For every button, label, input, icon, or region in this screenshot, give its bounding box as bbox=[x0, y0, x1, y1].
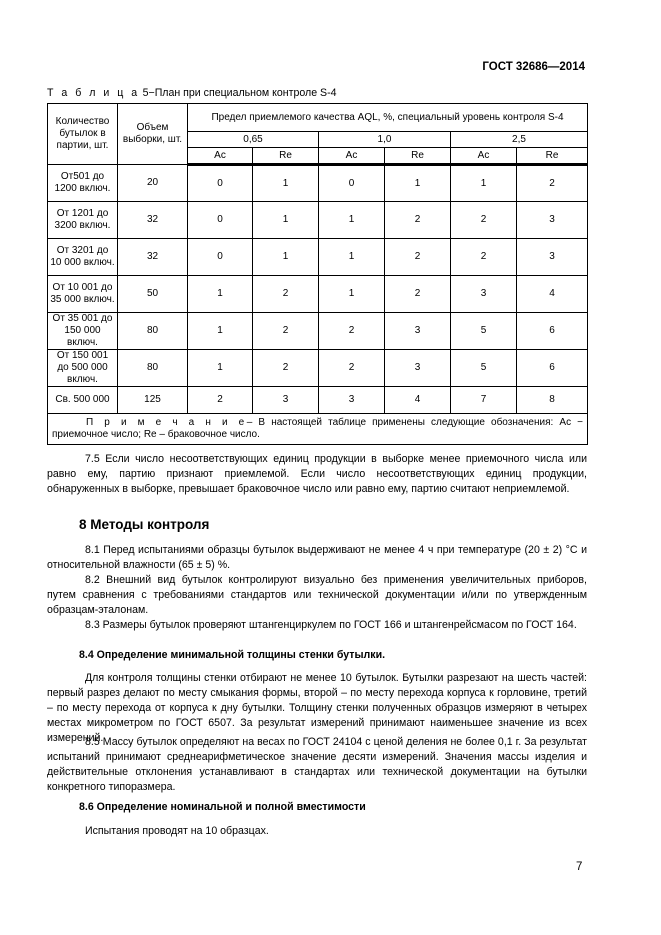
re-value: 2 bbox=[517, 165, 588, 202]
sampling-plan-table bbox=[47, 103, 588, 445]
sample-size: 32 bbox=[118, 202, 188, 239]
sub-header: Ac bbox=[451, 148, 517, 165]
ac-value: 0 bbox=[188, 239, 253, 276]
lot-size: От 1201 до 3200 включ. bbox=[48, 202, 118, 239]
aql-level: 0,65 bbox=[188, 132, 319, 148]
lot-size: От 35 001 до 150 000 включ. bbox=[48, 313, 118, 350]
sample-size: 80 bbox=[118, 313, 188, 350]
subsection-heading-8-4: 8.4 Определение минимальной толщины стенки бутылки. bbox=[79, 649, 386, 661]
ac-value: 2 bbox=[451, 202, 517, 239]
ac-value: 2 bbox=[319, 313, 385, 350]
re-value: 4 bbox=[517, 276, 588, 313]
table-row bbox=[48, 350, 588, 387]
ac-value: 1 bbox=[451, 165, 517, 202]
paragraph-8-3: 8.3 Размеры бутылок проверяют штангенциркулем по ГОСТ 166 и штангенрейсмасом по ГОСТ 164. bbox=[85, 619, 577, 631]
ac-value: 1 bbox=[319, 202, 385, 239]
paragraph-8-4: Для контроля толщины стенки отбирают не менее 10 бутылок. Бутылки разрезают на шесть частей: первый разрез делают по месту смыкания формы, второй – по месту перехода корпуса к горловине, третий – по месту перехода от корпуса к дну бутылки. Толщину стенки полученных образцов измеряют в четырех местах микрометром по ГОСТ 6507. За результат измерений принимают наименьшее значение из всех измерений. bbox=[47, 672, 587, 744]
re-value: 2 bbox=[385, 276, 451, 313]
re-value: 4 bbox=[385, 387, 451, 414]
re-value: 1 bbox=[253, 202, 319, 239]
re-value: 2 bbox=[253, 313, 319, 350]
lot-size: Св. 500 000 bbox=[48, 387, 118, 414]
re-value: 3 bbox=[517, 202, 588, 239]
aql-level: 1,0 bbox=[319, 132, 451, 148]
paragraph-8-2: 8.2 Внешний вид бутылок контролируют визуально без применения увеличительных приборов, путем сравнения с требованиями стандартов или технической документации и/или по утвержденным образцам-эталонам. bbox=[47, 574, 587, 616]
ac-value: 7 bbox=[451, 387, 517, 414]
re-value: 2 bbox=[253, 276, 319, 313]
re-value: 2 bbox=[385, 239, 451, 276]
ac-value: 2 bbox=[188, 387, 253, 414]
ac-value: 1 bbox=[188, 276, 253, 313]
re-value: 1 bbox=[253, 239, 319, 276]
re-value: 2 bbox=[385, 202, 451, 239]
note-prefix: П р и м е ч а н и е bbox=[86, 417, 247, 428]
table-note bbox=[48, 414, 588, 445]
re-value: 8 bbox=[517, 387, 588, 414]
ac-value: 2 bbox=[319, 350, 385, 387]
paragraph-8-1: 8.1 Перед испытаниями образцы бутылок выдерживают не менее 4 ч при температуре (20 ± 2) °С и относительной влажности (65 ± 5) %. bbox=[47, 544, 587, 571]
ac-value: 5 bbox=[451, 313, 517, 350]
aql-level: 2,5 bbox=[451, 132, 588, 148]
ac-value: 1 bbox=[319, 239, 385, 276]
sample-size: 50 bbox=[118, 276, 188, 313]
re-value: 3 bbox=[385, 313, 451, 350]
re-value: 3 bbox=[517, 239, 588, 276]
note-text: – В настоящей таблице применены следующие обозначения: Ac − приемочное число; Re – браковочное число. bbox=[52, 417, 584, 440]
lot-size: От 3201 до 10 000 включ. bbox=[48, 239, 118, 276]
sub-header: Re bbox=[517, 148, 588, 165]
table-row bbox=[48, 202, 588, 239]
sub-header: Re bbox=[385, 148, 451, 165]
sub-header: Ac bbox=[319, 148, 385, 165]
table-row bbox=[48, 165, 588, 202]
ac-value: 3 bbox=[451, 276, 517, 313]
caption-prefix: Т а б л и ц а bbox=[47, 87, 140, 99]
table-row bbox=[48, 313, 588, 350]
caption-text: 5−План при специальном контроле S-4 bbox=[142, 87, 337, 99]
ac-value: 1 bbox=[188, 350, 253, 387]
table-row bbox=[48, 239, 588, 276]
sample-size: 20 bbox=[118, 165, 188, 202]
re-value: 2 bbox=[253, 350, 319, 387]
sample-size: 80 bbox=[118, 350, 188, 387]
sample-size: 125 bbox=[118, 387, 188, 414]
re-value: 1 bbox=[253, 165, 319, 202]
lot-size: От 150 001 до 500 000 включ. bbox=[48, 350, 118, 387]
sub-header: Ac bbox=[188, 148, 253, 165]
subsection-heading-8-6: 8.6 Определение номинальной и полной вместимости bbox=[79, 801, 366, 813]
header-qty: Количество бутылок в партии, шт. bbox=[48, 104, 118, 165]
page-number: 7 bbox=[576, 861, 583, 873]
ac-value: 1 bbox=[319, 276, 385, 313]
re-value: 6 bbox=[517, 350, 588, 387]
ac-value: 2 bbox=[451, 239, 517, 276]
re-value: 1 bbox=[385, 165, 451, 202]
table-row bbox=[48, 387, 588, 414]
re-value: 3 bbox=[253, 387, 319, 414]
paragraph-8-5: 8.5 Массу бутылок определяют на весах по ГОСТ 24104 с ценой деления не более 0,1 г. За результат испытаний принимают среднеарифметическое значение десяти измерений. Значения массы изделия и действительные отклонения устанавливают в стандартах или технической документации на бутылки конкретного типоразмера. bbox=[47, 736, 587, 793]
re-value: 6 bbox=[517, 313, 588, 350]
ac-value: 1 bbox=[188, 313, 253, 350]
paragraph-7-5: 7.5 Если число несоответствующих единиц продукции в выборке менее приемочного числа или равно ему, партию признают приемлемой. Если число несоответствующих единиц продукции, обнаруженных в выборке, превышает браковочное число или равно ему, партию считают неприемлемой. bbox=[47, 453, 587, 495]
lot-size: От 10 001 до 35 000 включ. bbox=[48, 276, 118, 313]
ac-value: 3 bbox=[319, 387, 385, 414]
paragraph-8-6: Испытания проводят на 10 образцах. bbox=[85, 825, 269, 837]
ac-value: 0 bbox=[188, 165, 253, 202]
re-value: 3 bbox=[385, 350, 451, 387]
ac-value: 0 bbox=[188, 202, 253, 239]
ac-value: 0 bbox=[319, 165, 385, 202]
table-caption bbox=[47, 87, 337, 99]
ac-value: 5 bbox=[451, 350, 517, 387]
header-sample: Объем выборки, шт. bbox=[118, 104, 188, 165]
sub-header: Re bbox=[253, 148, 319, 165]
lot-size: От501 до 1200 включ. bbox=[48, 165, 118, 202]
header-aql: Предел приемлемого качества AQL, %, специальный уровень контроля S-4 bbox=[188, 104, 588, 132]
sample-size: 32 bbox=[118, 239, 188, 276]
section-heading-8: 8 Методы контроля bbox=[79, 517, 210, 532]
table-row bbox=[48, 276, 588, 313]
standard-header: ГОСТ 32686—2014 bbox=[482, 61, 585, 73]
